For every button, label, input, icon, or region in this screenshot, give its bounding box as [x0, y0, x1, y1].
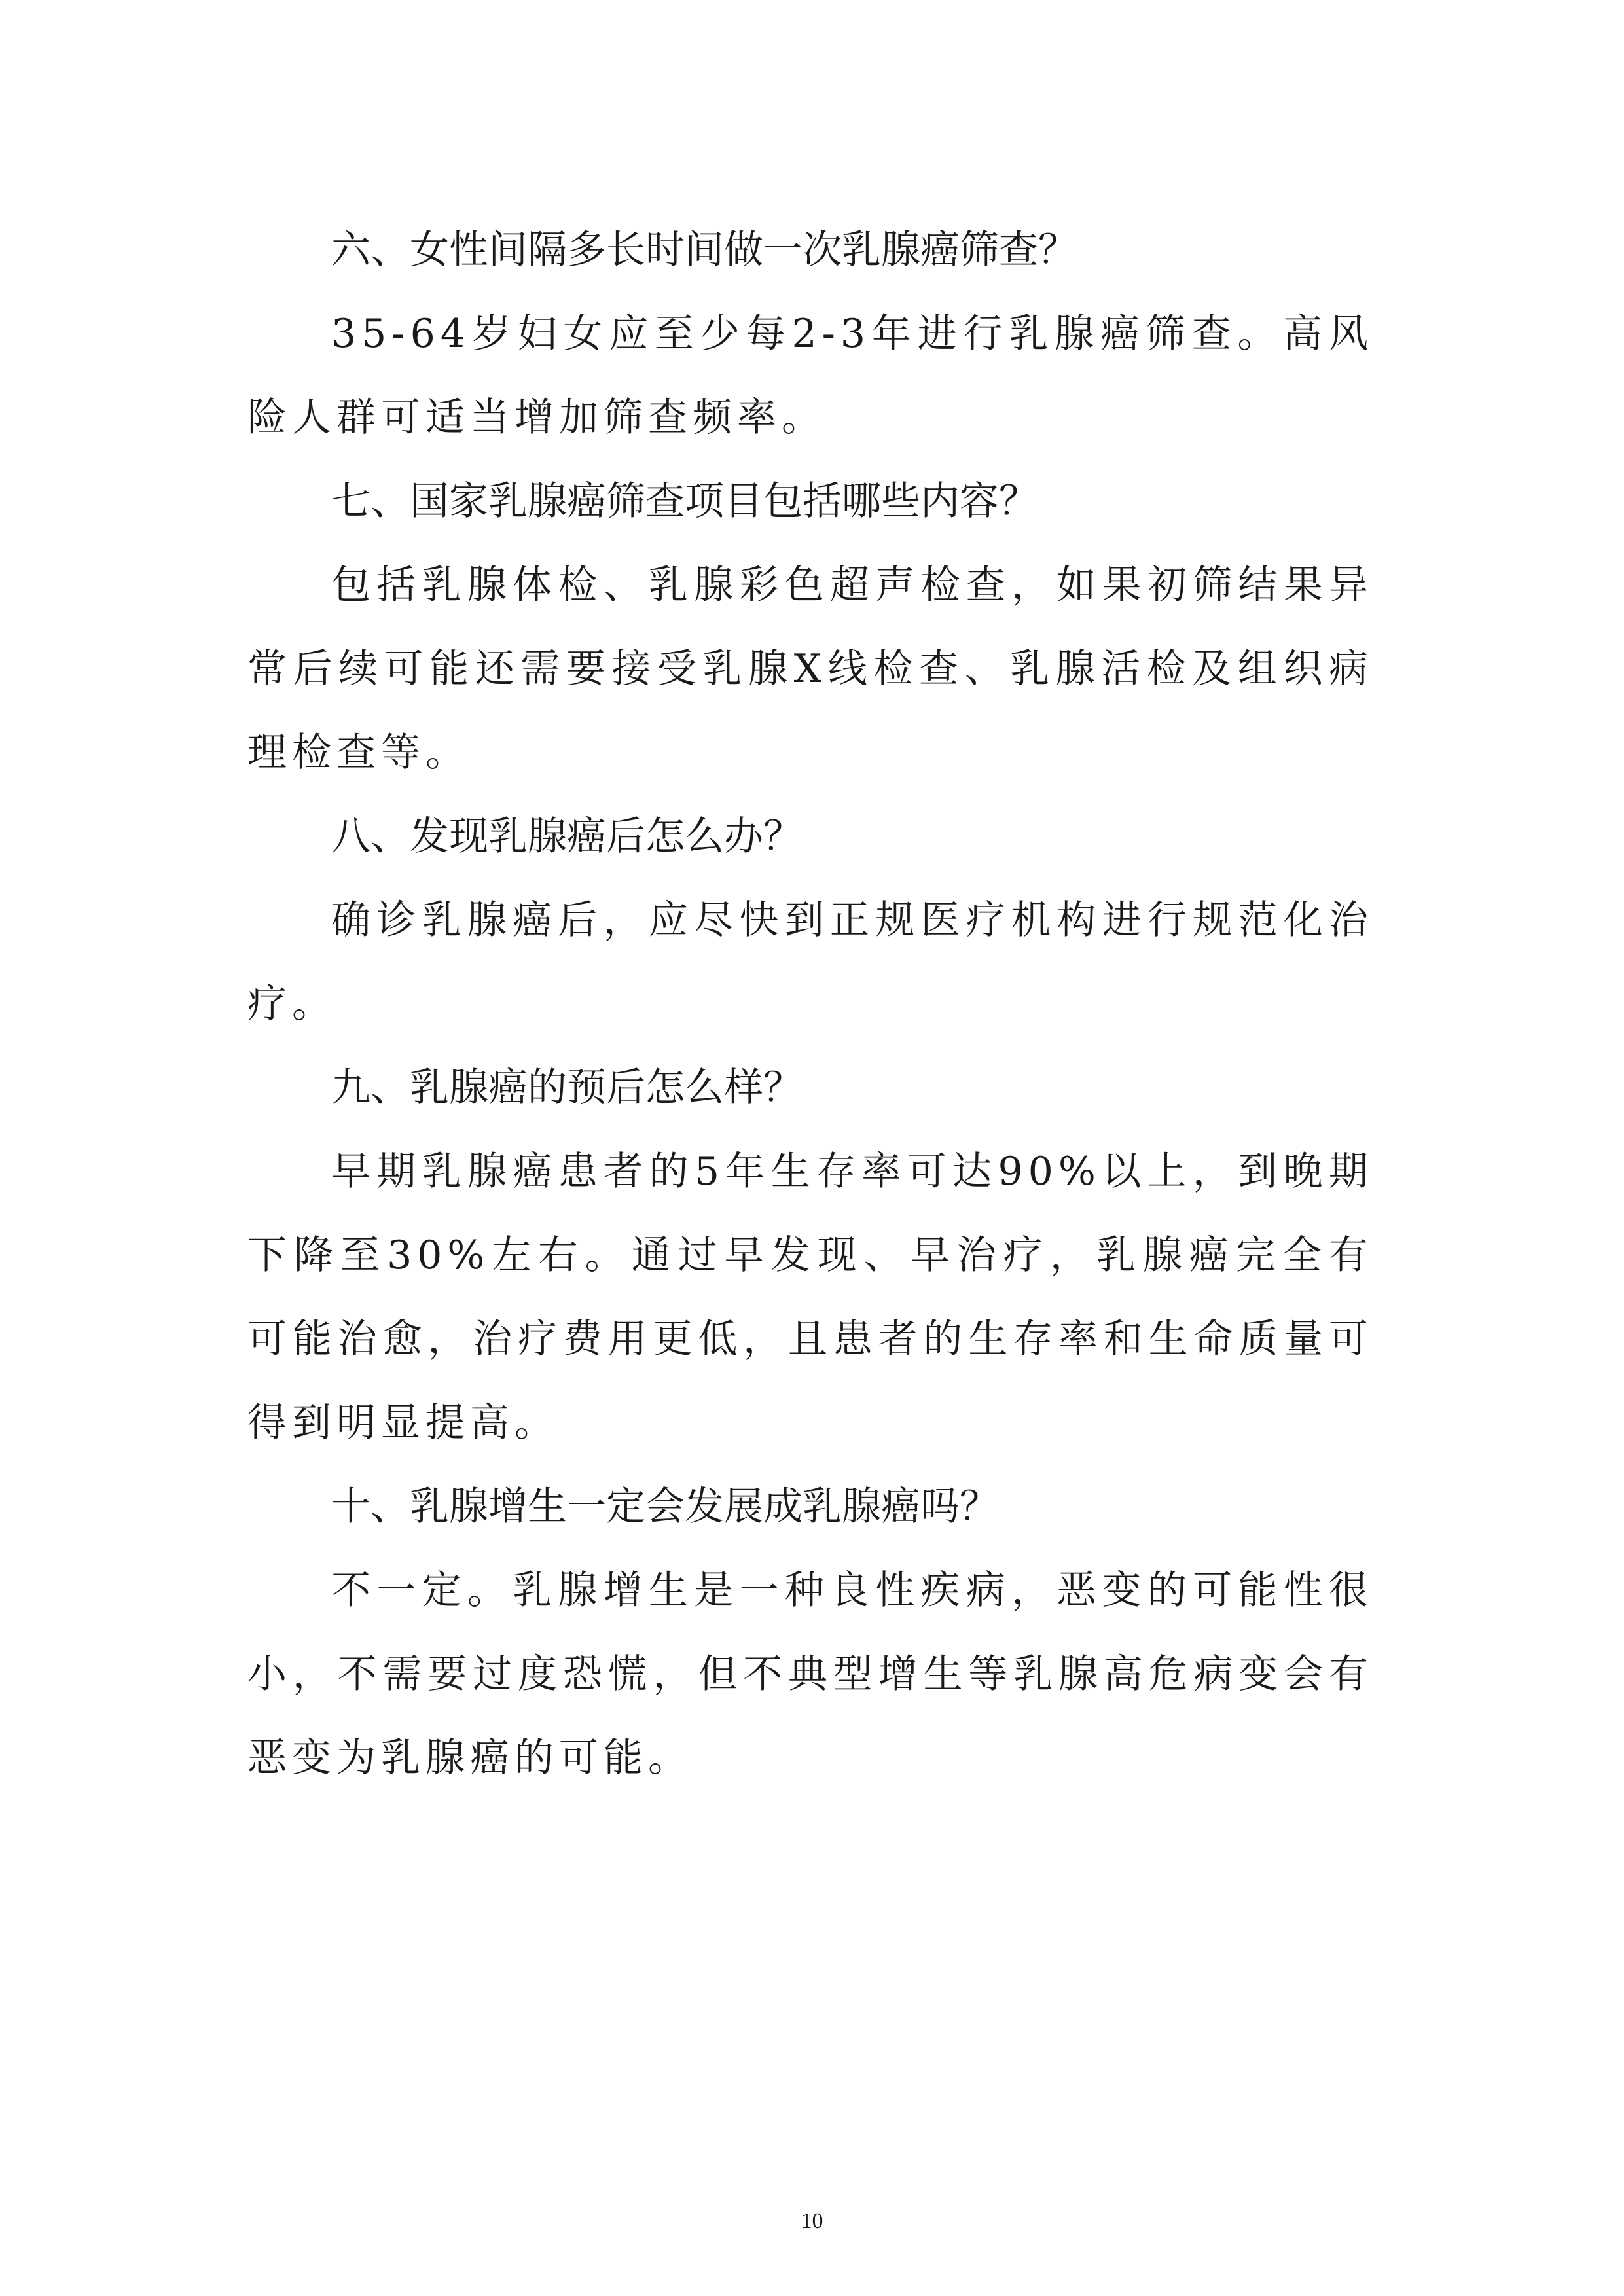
section-body: 35-64岁妇女应至少每2-3年进行乳腺癌筛查。高风险人群可适当增加筛查频率。	[247, 311, 1373, 440]
section-body: 确诊乳腺癌后，应尽快到正规医疗机构进行规范化治疗。	[247, 897, 1373, 1027]
section-10	[247, 1465, 1373, 1800]
section-heading: 十、乳腺增生一定会发展成乳腺癌吗？	[331, 1484, 999, 1530]
section-heading: 九、乳腺癌的预后怎么样？	[331, 1065, 803, 1111]
section-9	[247, 1046, 1373, 1465]
section-heading: 六、女性间隔多长时间做一次乳腺癌筛查？	[331, 227, 1077, 273]
page-content	[247, 208, 1373, 1800]
section-body: 不一定。乳腺增生是一种良性疾病，恶变的可能性很小，不需要过度恐慌，但不典型增生等乳腺高危病变会有恶变为乳腺癌的可能。	[247, 1568, 1373, 1781]
section-6	[247, 208, 1373, 459]
page-number: 10	[801, 2209, 823, 2233]
section-body: 早期乳腺癌患者的5年生存率可达90%以上，到晚期下降至30%左右。通过早发现、早治疗，乳腺癌完全有可能治愈，治疗费用更低，且患者的生存率和生命质量可得到明显提高。	[247, 1149, 1373, 1446]
section-7	[247, 459, 1373, 795]
section-body: 包括乳腺体检、乳腺彩色超声检查，如果初筛结果异常后续可能还需要接受乳腺X线检查、乳腺活检及组织病理检查等。	[247, 562, 1373, 776]
section-heading: 七、国家乳腺癌筛查项目包括哪些内容？	[331, 478, 1038, 524]
section-heading: 八、发现乳腺癌后怎么办？	[331, 814, 803, 859]
section-8	[247, 795, 1373, 1046]
